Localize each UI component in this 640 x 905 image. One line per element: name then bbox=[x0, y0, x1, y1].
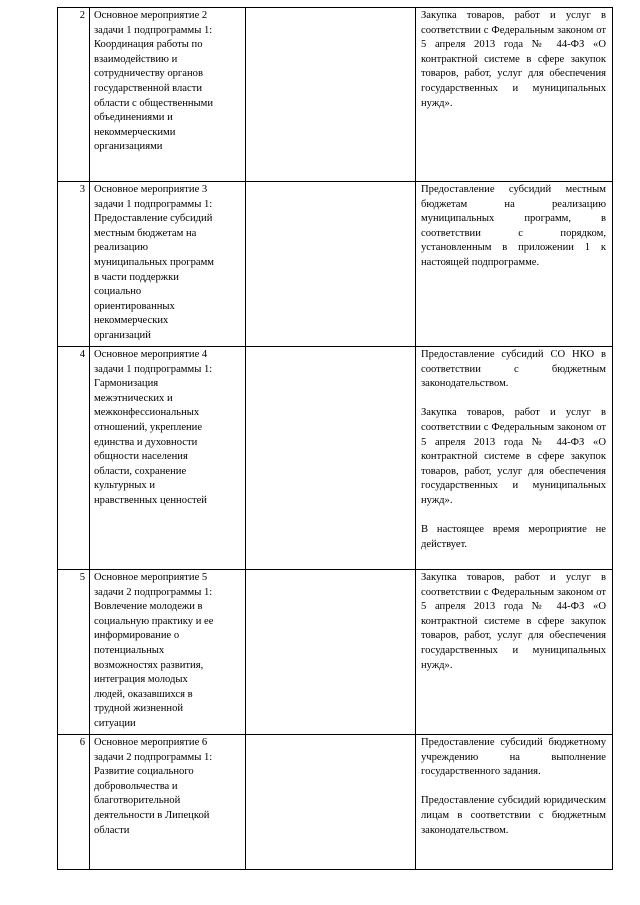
table-row bbox=[58, 570, 613, 735]
row-number: 4 bbox=[58, 347, 90, 570]
table-row bbox=[58, 735, 613, 870]
activity-name: Основное мероприятие 5 задачи 2 подпрограммы 1: Вовлечение молодежи в социальную практику и ее информирование о потенциальных возможностях развития, интеграция молодых людей, оказавшихся в трудной жизненной ситуации bbox=[94, 572, 214, 729]
empty-cell bbox=[246, 735, 416, 870]
activity-name: Основное мероприятие 6 задачи 2 подпрограммы 1: Развитие социального добровольчества и благотворительной деятельности в Липецкой области bbox=[94, 737, 213, 836]
basis-cell bbox=[416, 8, 613, 182]
basis-paragraph: Закупка товаров, работ и услуг в соответствии с Федеральным законом от 5 апреля 2013 года № 44-ФЗ «О контрактной системе в сфере закупок товаров, работ, услуг для обеспечения государственных и муниципальных нужд». bbox=[421, 572, 606, 671]
basis-cell bbox=[416, 570, 613, 735]
empty-cell bbox=[246, 182, 416, 347]
row-number: 2 bbox=[58, 8, 90, 182]
basis-paragraph: Закупка товаров, работ и услуг в соответствии с Федеральным законом от 5 апреля 2013 года № 44-ФЗ «О контрактной системе в сфере закупок товаров, работ, услуг для обеспечения государственных и муниципальных нужд». bbox=[421, 10, 606, 109]
basis-paragraph: Предоставление субсидий бюджетному учреждению на выполнение государственного задания. bbox=[421, 737, 606, 778]
activities-table bbox=[57, 7, 613, 870]
activity-cell bbox=[90, 8, 246, 182]
table-row bbox=[58, 182, 613, 347]
empty-cell bbox=[246, 570, 416, 735]
empty-cell bbox=[246, 347, 416, 570]
activity-cell bbox=[90, 182, 246, 347]
row-number: 3 bbox=[58, 182, 90, 347]
basis-cell bbox=[416, 347, 613, 570]
empty-cell bbox=[246, 8, 416, 182]
activity-cell bbox=[90, 570, 246, 735]
basis-paragraph: Предоставление субсидий юридическим лицам в соответствии с бюджетным законодательством. bbox=[421, 795, 606, 836]
activity-name: Основное мероприятие 2 задачи 1 подпрограммы 1: Координация работы по взаимодействию и сотрудничеству органов государственной власти области с общественными объединениями и некоммерческими организациями bbox=[94, 10, 214, 153]
basis-paragraph: Предоставление субсидий СО НКО в соответствии с бюджетным законодательством. bbox=[421, 349, 606, 390]
row-number: 6 bbox=[58, 735, 90, 870]
basis-paragraph: Закупка товаров, работ и услуг в соответствии с Федеральным законом от 5 апреля 2013 года № 44-ФЗ «О контрактной системе в сфере закупок товаров, работ, услуг для обеспечения государственных и муниципальных нужд». bbox=[421, 407, 606, 506]
basis-cell bbox=[416, 735, 613, 870]
table-row bbox=[58, 347, 613, 570]
basis-cell bbox=[416, 182, 613, 347]
table-row bbox=[58, 8, 613, 182]
activity-cell bbox=[90, 347, 246, 570]
activity-cell bbox=[90, 735, 246, 870]
row-number: 5 bbox=[58, 570, 90, 735]
basis-paragraph: Предоставление субсидий местным бюджетам на реализацию муниципальных программ, в соответствии с порядком, установленным в приложении 1 к настоящей подпрограмме. bbox=[421, 184, 606, 268]
activity-name: Основное мероприятие 3 задачи 1 подпрограммы 1: Предоставление субсидий местным бюджетам на реализацию муниципальных программ в части поддержки социально ориентированных некоммерческих организаций bbox=[94, 184, 215, 341]
basis-paragraph: В настоящее время мероприятие не действует. bbox=[421, 524, 606, 550]
activity-name: Основное мероприятие 4 задачи 1 подпрограммы 1: Гармонизация межэтнических и межконфессиональных отношений, укрепление единства и духовности общности населения области, сохранение культурных и нравственных ценностей bbox=[94, 349, 213, 506]
